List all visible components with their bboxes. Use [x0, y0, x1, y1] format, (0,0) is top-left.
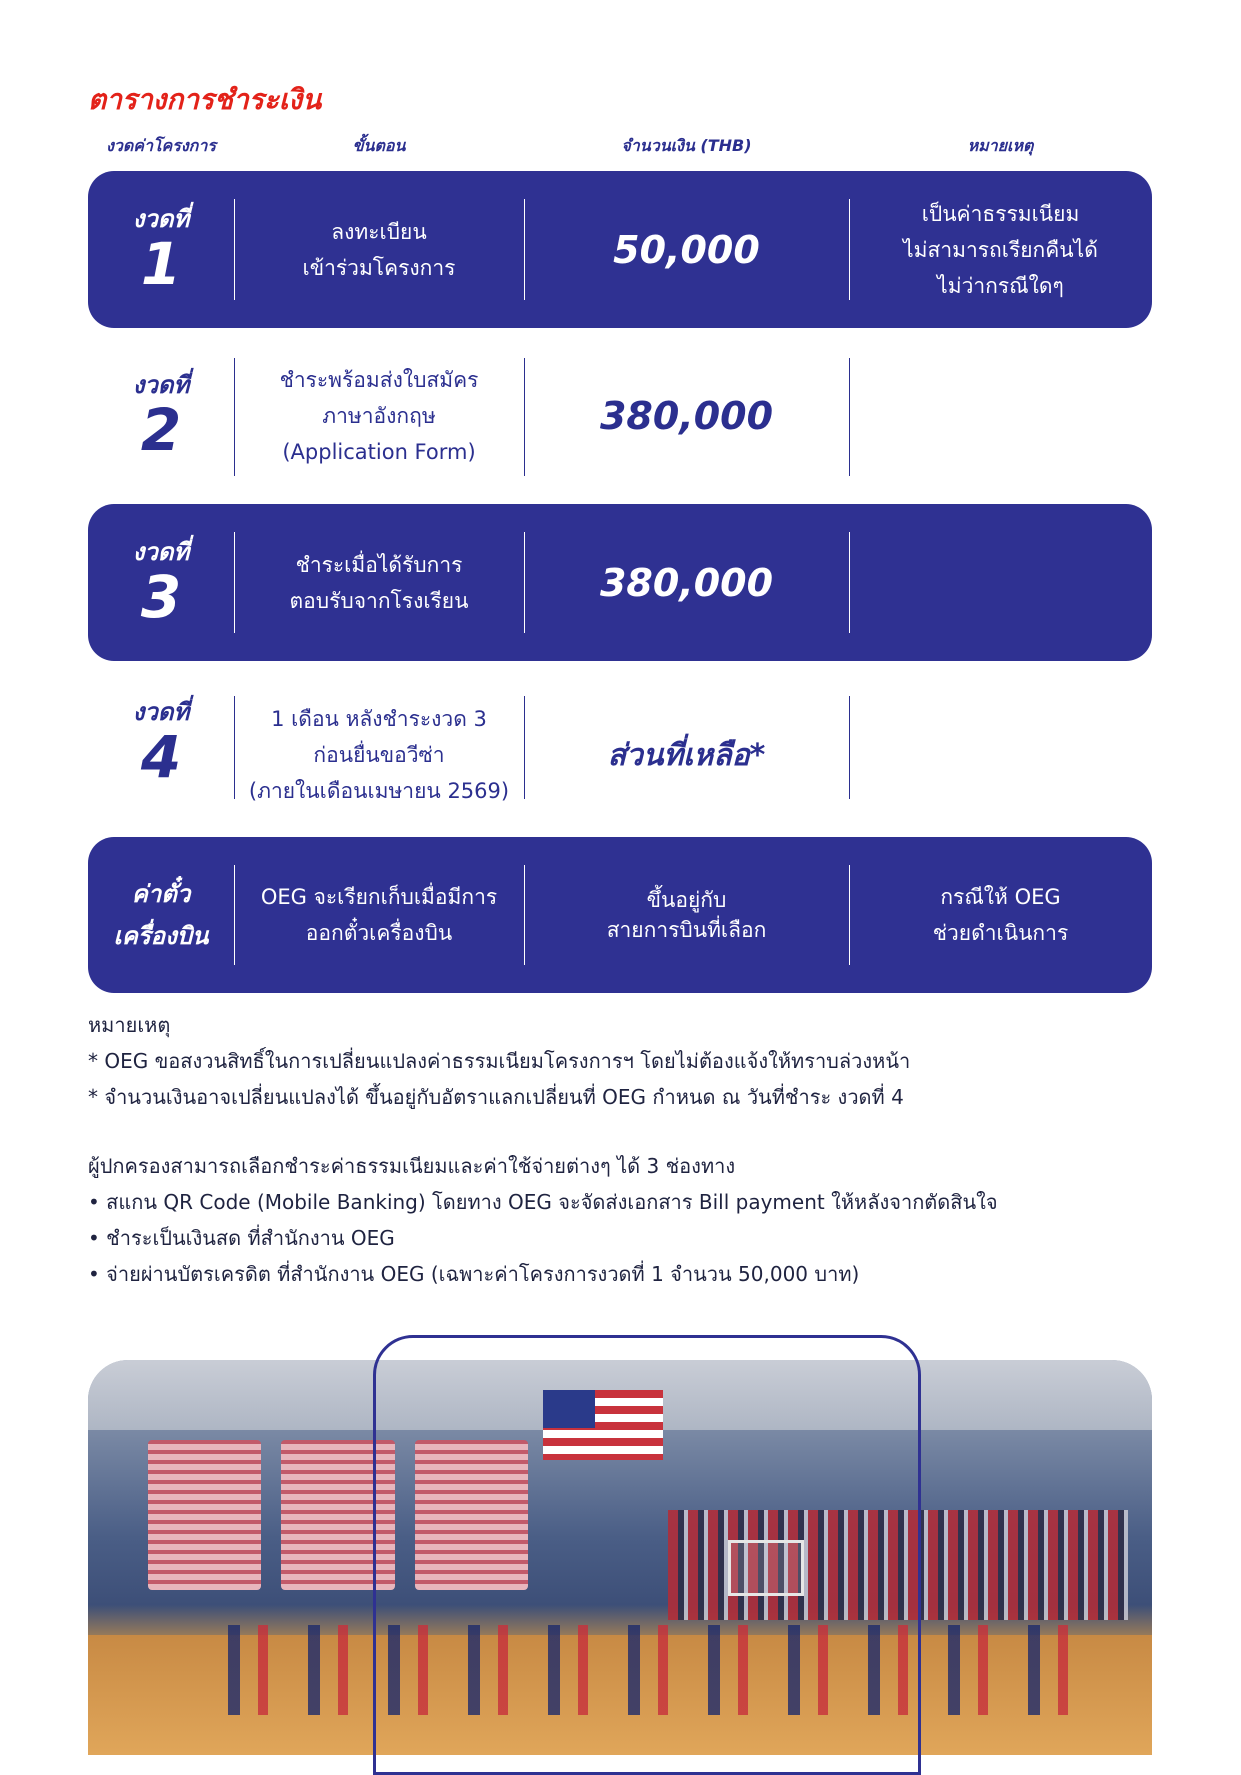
step-line: ออกตั๋วเครื่องบิน: [305, 921, 453, 945]
note-cell: [849, 342, 1152, 490]
amount-value: ส่วนที่เหลือ*: [607, 737, 766, 773]
step-line: (Application Form): [282, 440, 476, 464]
amount-line: สายการบินที่เลือก: [606, 918, 767, 942]
step-description: [234, 680, 524, 830]
remark-item: * OEG ขอสงวนสิทธิ์ในการเปลี่ยนแปลงค่าธรรมเนียมโครงการฯ โดยไม่ต้องแจ้งให้ทราบล่วงหน้า: [88, 1049, 911, 1073]
note-cell: [849, 504, 1152, 661]
photo-frame-outline: [373, 1335, 921, 1775]
step-line: OEG จะเรียกเก็บเมื่อมีการ: [260, 885, 498, 909]
payment-methods-section: [88, 1148, 1158, 1292]
step-line: ชำระเมื่อได้รับการ: [295, 552, 463, 577]
amount-cell: [524, 837, 849, 993]
amount-cell: [524, 342, 849, 490]
payment-row-2: [88, 342, 1152, 490]
step-line: 1 เดือน หลังชำระงวด 3: [271, 707, 487, 731]
note-line: เป็นค่าธรรมเนียม: [921, 201, 1080, 226]
payment-row-1: [88, 171, 1152, 328]
installment-word: งวดที่: [132, 371, 190, 399]
remarks-section: [88, 1007, 1148, 1115]
step-description: [234, 837, 524, 993]
installment-word: งวดที่: [132, 537, 190, 566]
installment-label: [88, 680, 234, 830]
step-description: [234, 342, 524, 490]
note-line: ไม่ว่ากรณีใดๆ: [937, 273, 1064, 298]
step-line: ชำระพร้อมส่งใบสมัคร: [279, 368, 479, 392]
column-header-amount: จำนวนเงิน (THB): [621, 136, 752, 155]
payment-methods-heading: ผู้ปกครองสามารถเลือกชำระค่าธรรมเนียมและค่าใช้จ่ายต่างๆ ได้ 3 ช่องทาง: [88, 1154, 736, 1178]
column-header-installment: งวดค่าโครงการ: [106, 136, 216, 155]
amount-value: 380,000: [599, 560, 774, 605]
remark-item: * จำนวนเงินอาจเปลี่ยนแปลงได้ ขึ้นอยู่กับอัตราแลกเปลี่ยนที่ OEG กำหนด ณ วันที่ชำระ งวดที่ 4: [88, 1085, 904, 1109]
payment-row-4: [88, 680, 1152, 830]
amount-value: 380,000: [599, 394, 774, 438]
step-line: ก่อนยื่นขอวีซ่า: [313, 743, 445, 767]
installment-word: เครื่องบิน: [113, 922, 209, 950]
amount-cell: [524, 680, 849, 830]
installment-label: [88, 837, 234, 993]
amount-value: 50,000: [613, 227, 760, 272]
step-description: [234, 504, 524, 661]
note-cell: [849, 837, 1152, 993]
payment-method-item: • จ่ายผ่านบัตรเครดิต ที่สำนักงาน OEG (เฉพาะค่าโครงการงวดที่ 1 จำนวน 50,000 บาท): [88, 1262, 860, 1286]
step-line: เข้าร่วมโครงการ: [302, 255, 456, 280]
note-cell: [849, 680, 1152, 830]
remarks-heading: หมายเหตุ: [88, 1013, 171, 1037]
step-line: (ภายในเดือนเมษายน 2569): [248, 779, 510, 803]
installment-label: [88, 504, 234, 661]
payment-row-airfare: [88, 837, 1152, 993]
payment-method-item: • สแกน QR Code (Mobile Banking) โดยทาง OEG จะจัดส่งเอกสาร Bill payment ให้หลังจากตัดสินใจ: [88, 1190, 998, 1214]
note-line: ช่วยดำเนินการ: [932, 921, 1069, 945]
installment-label: [88, 171, 234, 328]
payment-method-item: • ชำระเป็นเงินสด ที่สำนักงาน OEG: [88, 1226, 395, 1250]
note-cell: [849, 171, 1152, 328]
installment-label: [88, 342, 234, 490]
installment-word: งวดที่: [132, 698, 190, 726]
installment-number: 3: [140, 562, 182, 631]
note-line: กรณีให้ OEG: [940, 885, 1061, 909]
step-line: ตอบรับจากโรงเรียน: [289, 588, 469, 613]
amount-line: ขึ้นอยู่กับ: [646, 888, 727, 912]
amount-cell: [524, 504, 849, 661]
installment-number: 4: [140, 723, 182, 791]
step-line: ภาษาอังกฤษ: [322, 404, 436, 428]
note-line: ไม่สามารถเรียกคืนได้: [903, 237, 1098, 262]
column-header-note: หมายเหตุ: [967, 136, 1034, 155]
step-line: ลงทะเบียน: [331, 219, 427, 244]
installment-word: ค่าตั๋ว: [131, 880, 191, 908]
step-description: [234, 171, 524, 328]
installment-number: 1: [140, 229, 182, 298]
installment-number: 2: [140, 396, 182, 464]
installment-word: งวดที่: [132, 204, 190, 233]
amount-cell: [524, 171, 849, 328]
page-title: ตารางการชำระเงิน: [88, 83, 322, 116]
column-header-step: ขั้นตอน: [352, 136, 406, 155]
payment-row-3: [88, 504, 1152, 661]
